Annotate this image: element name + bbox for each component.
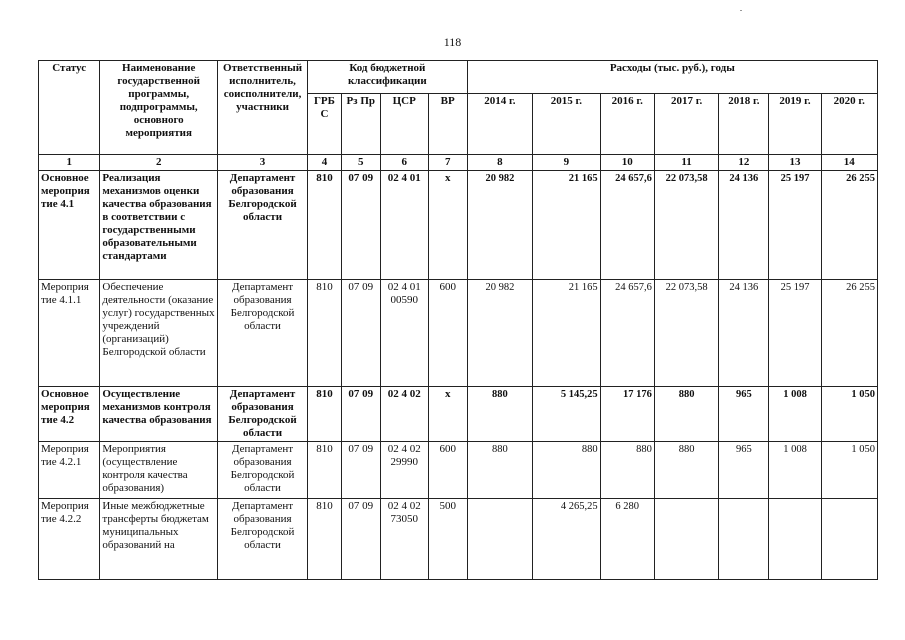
row-rzpr: 07 09 <box>341 442 380 499</box>
table-row <box>39 387 878 442</box>
row-vr: х <box>428 387 467 442</box>
row-value-2019: 25 197 <box>769 280 821 387</box>
row-value-2020 <box>821 499 877 580</box>
row-rzpr: 07 09 <box>341 280 380 387</box>
header-status: Статус <box>39 61 100 155</box>
row-value-2016: 24 657,6 <box>600 280 654 387</box>
header-grbs: ГРБ С <box>308 94 342 155</box>
column-index: 4 <box>308 155 342 171</box>
column-index: 7 <box>428 155 467 171</box>
column-index: 12 <box>719 155 769 171</box>
header-expenses: Расходы (тыс. руб.), годы <box>467 61 877 94</box>
row-value-2016: 24 657,6 <box>600 171 654 280</box>
header-year-2020: 2020 г. <box>821 94 877 155</box>
header-year-2019: 2019 г. <box>769 94 821 155</box>
header-name: Наименование государственной программы, подпрограммы, основного мероприятия <box>100 61 218 155</box>
row-csr: 02 4 02 <box>380 387 428 442</box>
row-value-2020: 26 255 <box>821 171 877 280</box>
row-vr: 600 <box>428 280 467 387</box>
row-value-2014 <box>467 499 532 580</box>
column-index: 9 <box>533 155 601 171</box>
row-name: Осуществление механизмов контроля качества образования <box>100 387 218 442</box>
row-value-2014: 20 982 <box>467 280 532 387</box>
row-value-2015: 21 165 <box>533 171 601 280</box>
row-value-2016: 880 <box>600 442 654 499</box>
header-csr: ЦСР <box>380 94 428 155</box>
row-value-2017: 880 <box>654 387 718 442</box>
header-executor: Ответственный исполнитель, соисполнители, участники <box>218 61 308 155</box>
row-value-2017: 22 073,58 <box>654 171 718 280</box>
column-index: 3 <box>218 155 308 171</box>
row-value-2018: 965 <box>719 387 769 442</box>
header-year-2014: 2014 г. <box>467 94 532 155</box>
row-status: Основное мероприя тие 4.1 <box>39 171 100 280</box>
column-index: 14 <box>821 155 877 171</box>
row-value-2015: 880 <box>533 442 601 499</box>
row-csr: 02 4 02 73050 <box>380 499 428 580</box>
row-grbs: 810 <box>308 171 342 280</box>
scan-speck <box>740 10 742 11</box>
column-index-row <box>39 155 878 171</box>
column-index: 10 <box>600 155 654 171</box>
row-value-2020: 26 255 <box>821 280 877 387</box>
row-value-2015: 4 265,25 <box>533 499 601 580</box>
row-csr: 02 4 01 <box>380 171 428 280</box>
header-year-2017: 2017 г. <box>654 94 718 155</box>
row-name: Обеспечение деятельности (оказание услуг) государственных учреждений (организаций) Белгородской области <box>100 280 218 387</box>
table-row <box>39 280 878 387</box>
header-rzpr: Рз Пр <box>341 94 380 155</box>
row-csr: 02 4 02 29990 <box>380 442 428 499</box>
row-value-2017 <box>654 499 718 580</box>
row-value-2020: 1 050 <box>821 442 877 499</box>
header-year-2015: 2015 г. <box>533 94 601 155</box>
column-index: 6 <box>380 155 428 171</box>
row-csr: 02 4 01 00590 <box>380 280 428 387</box>
column-index: 13 <box>769 155 821 171</box>
table-row <box>39 171 878 280</box>
row-status: Мероприя тие 4.2.2 <box>39 499 100 580</box>
budget-table <box>38 60 878 580</box>
row-value-2019: 25 197 <box>769 171 821 280</box>
table-row <box>39 442 878 499</box>
row-vr: х <box>428 171 467 280</box>
column-index: 1 <box>39 155 100 171</box>
row-executor: Департамент образования Белгородской области <box>218 499 308 580</box>
row-value-2018: 24 136 <box>719 171 769 280</box>
row-value-2014: 880 <box>467 387 532 442</box>
page-number: 118 <box>443 35 462 49</box>
row-vr: 500 <box>428 499 467 580</box>
row-value-2014: 20 982 <box>467 171 532 280</box>
row-grbs: 810 <box>308 387 342 442</box>
row-value-2016: 6 280 <box>600 499 654 580</box>
row-rzpr: 07 09 <box>341 387 380 442</box>
row-value-2015: 21 165 <box>533 280 601 387</box>
row-value-2018: 24 136 <box>719 280 769 387</box>
row-value-2018: 965 <box>719 442 769 499</box>
row-status: Основное мероприя тие 4.2 <box>39 387 100 442</box>
row-value-2017: 22 073,58 <box>654 280 718 387</box>
column-index: 11 <box>654 155 718 171</box>
row-rzpr: 07 09 <box>341 171 380 280</box>
row-value-2020: 1 050 <box>821 387 877 442</box>
row-name: Иные межбюджетные трансферты бюджетам муниципальных образований на <box>100 499 218 580</box>
row-name: Реализация механизмов оценки качества образования в соответствии с государственными образовательными стандартами <box>100 171 218 280</box>
row-value-2019 <box>769 499 821 580</box>
row-rzpr: 07 09 <box>341 499 380 580</box>
row-executor: Департамент образования Белгородской области <box>218 280 308 387</box>
row-value-2017: 880 <box>654 442 718 499</box>
header-budget-code: Код бюджетной классификации <box>308 61 468 94</box>
row-grbs: 810 <box>308 499 342 580</box>
row-value-2015: 5 145,25 <box>533 387 601 442</box>
column-index: 8 <box>467 155 532 171</box>
header-year-2018: 2018 г. <box>719 94 769 155</box>
row-executor: Департамент образования Белгородской области <box>218 171 308 280</box>
header-year-2016: 2016 г. <box>600 94 654 155</box>
row-grbs: 810 <box>308 442 342 499</box>
row-value-2019: 1 008 <box>769 387 821 442</box>
row-vr: 600 <box>428 442 467 499</box>
row-executor: Департамент образования Белгородской области <box>218 442 308 499</box>
header-vr: ВР <box>428 94 467 155</box>
row-status: Мероприя тие 4.2.1 <box>39 442 100 499</box>
row-value-2014: 880 <box>467 442 532 499</box>
row-grbs: 810 <box>308 280 342 387</box>
column-index: 5 <box>341 155 380 171</box>
row-value-2019: 1 008 <box>769 442 821 499</box>
row-executor: Департамент образования Белгородской области <box>218 387 308 442</box>
column-index: 2 <box>100 155 218 171</box>
table-row <box>39 499 878 580</box>
row-status: Мероприя тие 4.1.1 <box>39 280 100 387</box>
row-value-2016: 17 176 <box>600 387 654 442</box>
row-value-2018 <box>719 499 769 580</box>
row-name: Мероприятия (осуществление контроля качества образования) <box>100 442 218 499</box>
